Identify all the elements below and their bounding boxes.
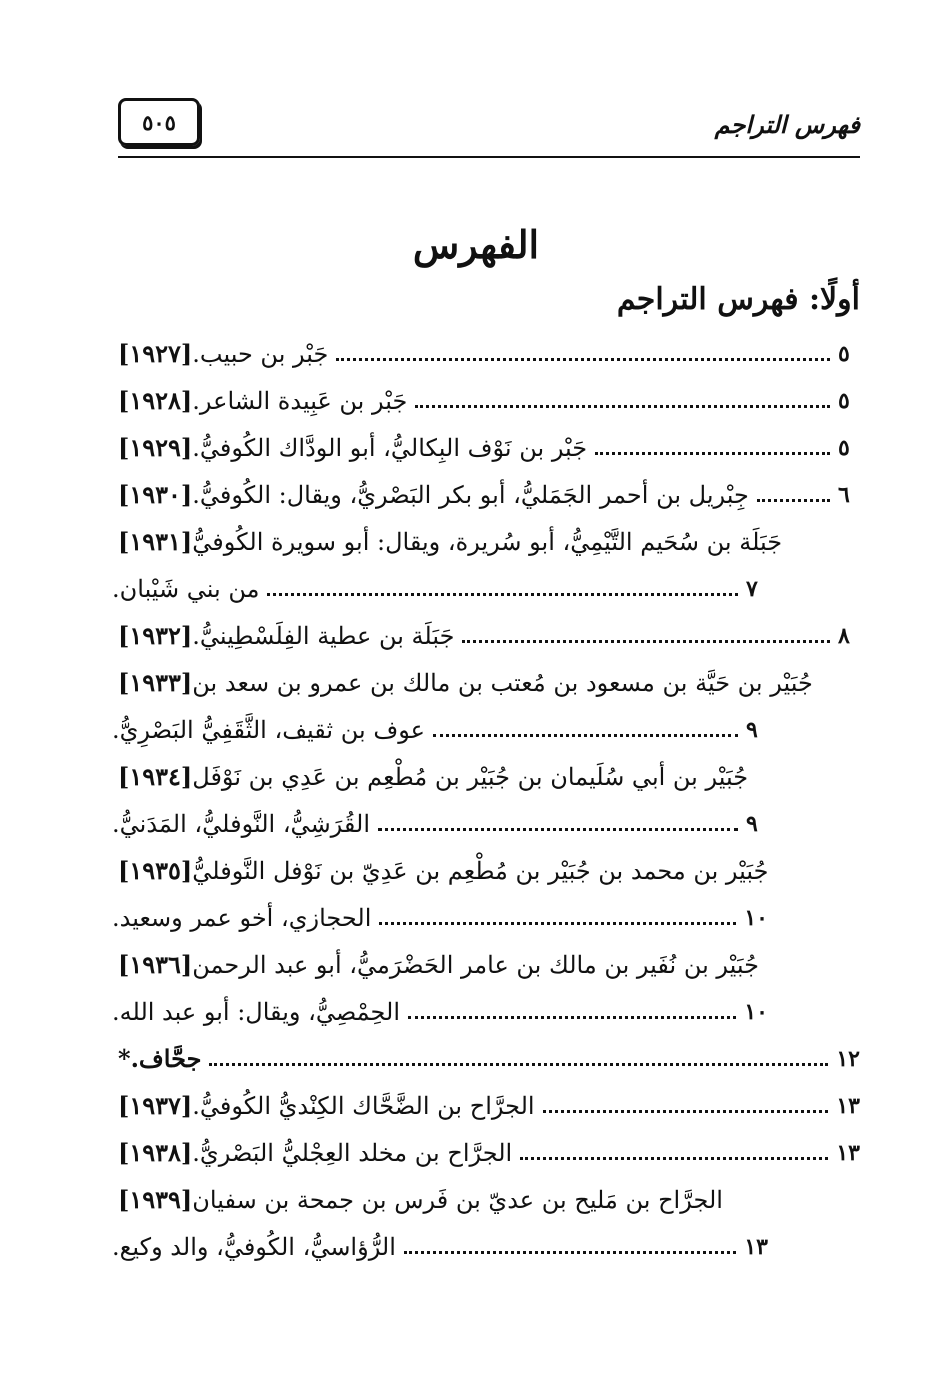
entry-text: جَبْر بن عَبِيدة الشاعر. — [192, 386, 408, 415]
entry-text: جُبَيْر بن نُفَير بن مالك بن عامر الحَضْرَميُّ، أبو عبد الرحمن — [192, 950, 759, 979]
index-entry — [112, 894, 860, 941]
entry-page-number: ١٣ — [836, 1139, 860, 1166]
entry-text: من بني شَيْبان. — [112, 574, 260, 603]
dot-leader — [595, 452, 830, 455]
entry-number: [١٩٣٩] — [118, 1185, 193, 1214]
entry-text: جُبَيْر بن محمد بن جُبَيْر بن مُطْعِم بن عَدِيّ بن نَوْفل النَّوفليُّ — [192, 856, 769, 885]
dot-leader — [408, 1016, 736, 1019]
index-entry — [112, 941, 860, 988]
entry-page-number: ٥ — [838, 387, 850, 414]
dot-leader — [415, 405, 830, 408]
entry-page-number: ٥ — [838, 340, 850, 367]
entry-number: * — [118, 1044, 131, 1073]
entry-page-number: ١٠ — [744, 904, 768, 931]
page-header — [118, 98, 860, 158]
entry-text: القُرَشِيُّ، النَّوفليُّ، المَدَنيُّ. — [112, 809, 371, 838]
index-entries — [112, 330, 860, 1270]
entry-page-number: ٩ — [746, 810, 758, 837]
index-entry — [112, 800, 860, 847]
section-heading: أولًا: فهرس التراجم — [616, 282, 860, 317]
entry-text: عوف بن ثقيف، الثَّقَفِيُّ البَصْرِيُّ. — [112, 715, 425, 744]
entry-number: [١٩٣٥] — [118, 856, 193, 885]
entry-text: الرُّؤاسيُّ، الكُوفيُّ، والد وكيع. — [112, 1232, 396, 1261]
entry-page-number: ٥ — [838, 434, 850, 461]
entry-text: جَبَلَة بن عطية الفِلَسْطِينيُّ. — [192, 621, 455, 650]
index-entry — [112, 659, 860, 706]
dot-leader — [209, 1063, 828, 1066]
entry-page-number: ١٠ — [744, 998, 768, 1025]
entry-number: [١٩٣٤] — [118, 762, 193, 791]
entry-text: جُبَيْر بن أبي سُلَيمان بن جُبَيْر بن مُطْعِم بن عَدِي بن نَوْفَل — [192, 762, 749, 791]
dot-leader — [433, 734, 738, 737]
index-entry — [112, 330, 860, 377]
index-entry — [112, 565, 860, 612]
dot-leader — [336, 358, 830, 361]
entry-number: [١٩٢٧] — [118, 339, 193, 368]
entry-text: جَبْر بن نَوْف البِكاليُّ، أبو الودَّاك الكُوفيُّ. — [192, 433, 588, 462]
index-entry — [112, 753, 860, 800]
entry-text: الجرَّاح بن الضَّحَّاك الكِنْديُّ الكُوفيُّ. — [192, 1091, 535, 1120]
dot-leader — [404, 1251, 736, 1254]
running-title: فهرس التراجم — [714, 110, 860, 139]
index-entry — [112, 471, 860, 518]
entry-number: [١٩٢٨] — [118, 386, 193, 415]
entry-text: الحجازي، أخو عمر وسعيد. — [112, 903, 372, 932]
index-entry — [112, 847, 860, 894]
entry-page-number: ٧ — [746, 575, 758, 602]
index-entry — [112, 424, 860, 471]
entry-number: [١٩٣١] — [118, 527, 193, 556]
dot-leader — [543, 1110, 829, 1113]
entry-number: [١٩٣٦] — [118, 950, 193, 979]
entry-page-number: ١٢ — [836, 1045, 860, 1072]
entry-number: [١٩٣٠] — [118, 480, 193, 509]
index-entry — [112, 612, 860, 659]
entry-number: [١٩٢٩] — [118, 433, 193, 462]
entry-text: جُبَيْر بن حَيَّة بن مسعود بن مُعتب بن مالك بن عمرو بن سعد بن — [192, 668, 813, 697]
entry-text: الجرَّاح بن مخلد العِجْليُّ البَصْريُّ. — [192, 1138, 513, 1167]
dot-leader — [378, 828, 738, 831]
index-entry — [112, 518, 860, 565]
entry-text: جَبَلَة بن سُحَيم التَّيْمِيُّ، أبو سُريرة، ويقال: أبو سويرة الكُوفيُّ — [192, 527, 783, 556]
entry-page-number: ٩ — [746, 716, 758, 743]
dot-leader — [462, 640, 830, 643]
page-number: ٥٠٥ — [118, 98, 200, 146]
page-title: الفهرس — [412, 222, 540, 267]
index-entry — [112, 1129, 860, 1176]
entry-number: [١٩٣٧] — [118, 1091, 193, 1120]
index-entry — [112, 706, 860, 753]
dot-leader — [379, 922, 736, 925]
index-entry — [112, 988, 860, 1035]
dot-leader — [757, 499, 830, 502]
entry-page-number: ٦ — [838, 481, 850, 508]
entry-number: [١٩٣٨] — [118, 1138, 193, 1167]
index-entry — [112, 1223, 860, 1270]
entry-number: [١٩٣٢] — [118, 621, 193, 650]
entry-text: جِبْريل بن أحمر الجَمَليُّ، أبو بكر البَصْريُّ، ويقال: الكُوفيُّ. — [192, 480, 749, 509]
dot-leader — [520, 1157, 828, 1160]
dot-leader — [267, 593, 738, 596]
entry-page-number: ٨ — [838, 622, 850, 649]
index-entry — [112, 1176, 860, 1223]
entry-text: جحَّاف. — [130, 1044, 202, 1073]
entry-number: [١٩٣٣] — [118, 668, 193, 697]
entry-text: الجرَّاح بن مَليح بن عديّ بن فَرس بن جمحة بن سفيان — [192, 1185, 723, 1214]
entry-page-number: ١٣ — [744, 1233, 768, 1260]
entry-text: جَبْر بن حبيب. — [192, 339, 329, 368]
entry-text: الحِمْصِيُّ، ويقال: أبو عبد الله. — [112, 997, 400, 1026]
index-entry — [112, 377, 860, 424]
entry-page-number: ١٣ — [836, 1092, 860, 1119]
index-entry — [112, 1082, 860, 1129]
index-entry — [112, 1035, 860, 1082]
